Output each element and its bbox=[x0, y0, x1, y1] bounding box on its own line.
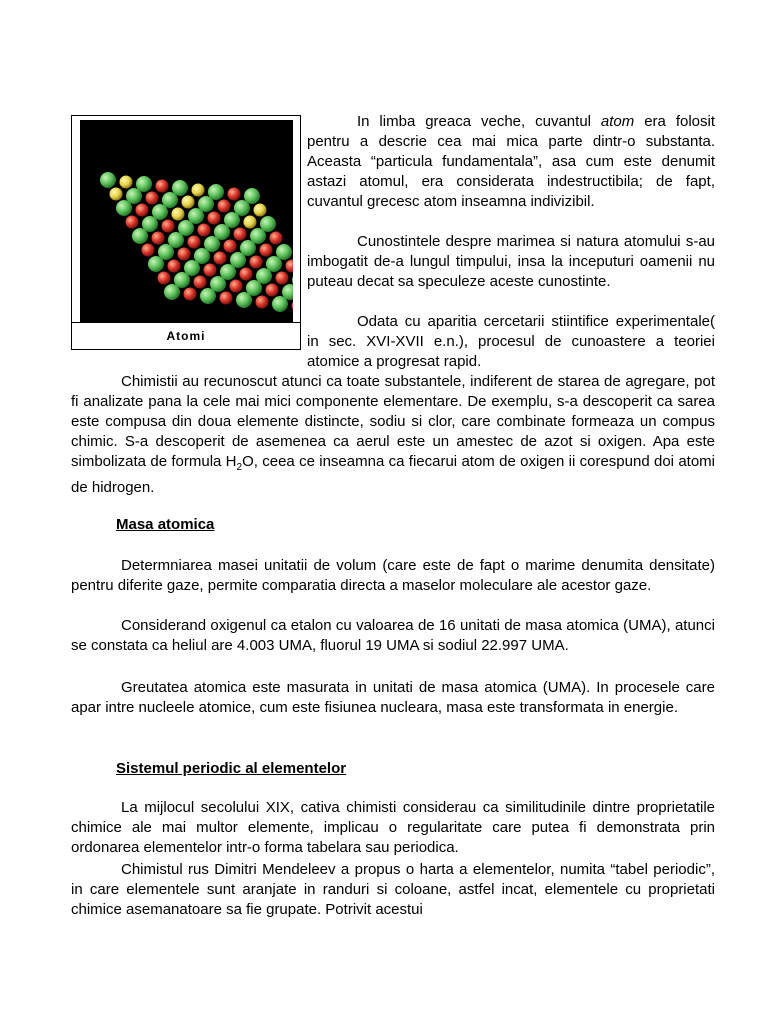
atom-sphere bbox=[100, 172, 116, 188]
section1-paragraph-1: Determniarea masei unitatii de volum (care este de fapt o marime denumita densitate) pentru diferite gaze, permite comparatia directa a maselor moleculare ale acestor gaze. bbox=[71, 557, 715, 594]
formula-subscript: 2 bbox=[236, 462, 243, 473]
section1-paragraph-2: Considerand oxigenul ca etalon cu valoarea de 16 unitati de masa atomica (UMA), atunci se constata ca heliul are 4.003 UMA, fluorul 19 UMA si sodiul 22.997 UMA. bbox=[71, 617, 715, 654]
atom-sphere bbox=[234, 228, 247, 241]
atom-sphere bbox=[286, 260, 294, 273]
section2-paragraph-2: Chimistul rus Dimitri Mendeleev a propus o harta a elementelor, numita “tabel periodic”, in care elementele sunt aranjate in randuri si coloane, astfel incat, elementele cu proprietati chimice asemanatoare sa fie grupate. Potrivit acestui bbox=[71, 861, 715, 918]
atom-sphere bbox=[230, 280, 243, 293]
atom-sphere bbox=[178, 248, 191, 261]
atom-sphere bbox=[110, 188, 123, 201]
atom-sphere bbox=[292, 300, 294, 313]
intro-paragraph-2: Cunostintele despre marimea si natura atomului s-au imbogatit de-a lungul timpului, insa la inceputuri oamenii nu puteau decat sa speculeze aceste cunostinte. bbox=[307, 233, 715, 290]
atom-sphere bbox=[120, 176, 133, 189]
atom-sphere bbox=[256, 296, 269, 309]
atom-sphere bbox=[250, 256, 263, 269]
intro-paragraph-4 bbox=[71, 372, 715, 498]
atom-sphere bbox=[158, 272, 171, 285]
atom-sphere bbox=[276, 272, 289, 285]
atom-sphere bbox=[224, 240, 237, 253]
atom-sphere bbox=[148, 256, 164, 272]
atom-sphere bbox=[126, 216, 139, 229]
intro-p1-emphasis: atom bbox=[600, 113, 635, 130]
intro-p4-text-a: Chimistii au recunoscut atunci ca toate substantele, indiferent de starea de agregare, pot fi analizate pana la cele mai mici componente elementare. De exemplu, s-a descoperit ca sarea este compusa din doua elemente distincte, sodiu si clor, care combinate formeaza un compus chimic. S-a descoperit de asemenea ca aerul este un amestec de azot si oxigen. Apa este simbolizata de formula H bbox=[71, 373, 715, 470]
atom-sphere bbox=[254, 204, 267, 217]
atom-sphere bbox=[270, 232, 283, 245]
atom-sphere bbox=[156, 180, 169, 193]
atom-sphere bbox=[188, 236, 201, 249]
atom-lattice-icon bbox=[80, 120, 293, 323]
atom-sphere bbox=[240, 268, 253, 281]
atom-sphere bbox=[164, 284, 180, 300]
intro-paragraph-1 bbox=[307, 112, 715, 212]
atom-sphere bbox=[260, 244, 273, 257]
atom-sphere bbox=[182, 196, 195, 209]
atom-sphere bbox=[218, 200, 231, 213]
atom-lattice-image bbox=[80, 120, 293, 323]
atom-sphere bbox=[116, 200, 132, 216]
atom-sphere bbox=[236, 292, 252, 308]
intro-paragraph-3: Odata cu aparitia cercetarii stiintifice experimentale( in sec. XVI-XVII e.n.), procesul de cunoastere a teoriei atomice a progresat rapid. bbox=[307, 313, 715, 370]
atom-sphere bbox=[192, 184, 205, 197]
atom-sphere bbox=[244, 216, 257, 229]
atom-sphere bbox=[228, 188, 241, 201]
atom-sphere bbox=[266, 284, 279, 297]
atom-sphere bbox=[272, 296, 288, 312]
atom-sphere bbox=[146, 192, 159, 205]
atom-sphere bbox=[194, 276, 207, 289]
atom-sphere bbox=[204, 264, 217, 277]
atom-figure bbox=[71, 115, 301, 350]
atom-sphere bbox=[132, 228, 148, 244]
intro-p1-text-b: era folosit pentru a descrie cea mai mica parte dintr-o substanta. Aceasta “particula fundamentala”, asa cum este denumit astazi atomul, era considerata indestructibila; de fapt, cuvantul grecesc atom inseamna indivizibil. bbox=[307, 113, 715, 210]
atom-sphere bbox=[168, 260, 181, 273]
atom-sphere bbox=[172, 208, 185, 221]
intro-p1-text-a: In limba greaca veche, cuvantul bbox=[357, 113, 601, 130]
heading-masa-atomica: Masa atomica bbox=[116, 516, 215, 533]
atom-sphere bbox=[220, 292, 233, 305]
atom-sphere bbox=[198, 224, 211, 237]
atom-sphere bbox=[184, 288, 197, 301]
atom-sphere bbox=[200, 288, 216, 304]
section2-paragraph-1: La mijlocul secolului XIX, cativa chimisti considerau ca similitudinile dintre proprietatile chimice ale mai multor elemente, implicau o regularitate care putea fi demonstrata prin ordonarea elementelor intr-o forma tabelara sau periodica. bbox=[71, 799, 715, 856]
atom-sphere bbox=[136, 204, 149, 217]
atom-sphere bbox=[142, 244, 155, 257]
heading-sistemul-periodic: Sistemul periodic al elementelor bbox=[116, 760, 347, 777]
atom-sphere bbox=[152, 232, 165, 245]
figure-caption: Atomi bbox=[71, 322, 301, 350]
atom-sphere bbox=[162, 220, 175, 233]
intro-p4-text-b: O, ceea ce inseamna ca fiecarui atom de oxigen ii corespund doi atomi de hidrogen. bbox=[71, 453, 716, 496]
atom-sphere bbox=[214, 252, 227, 265]
section1-paragraph-3: Greutatea atomica este masurata in unitati de masa atomica (UMA). In procesele care apar intre nucleele atomice, cum este fisiunea nucleara, masa este transformata in energie. bbox=[71, 679, 715, 716]
atom-sphere bbox=[208, 212, 221, 225]
